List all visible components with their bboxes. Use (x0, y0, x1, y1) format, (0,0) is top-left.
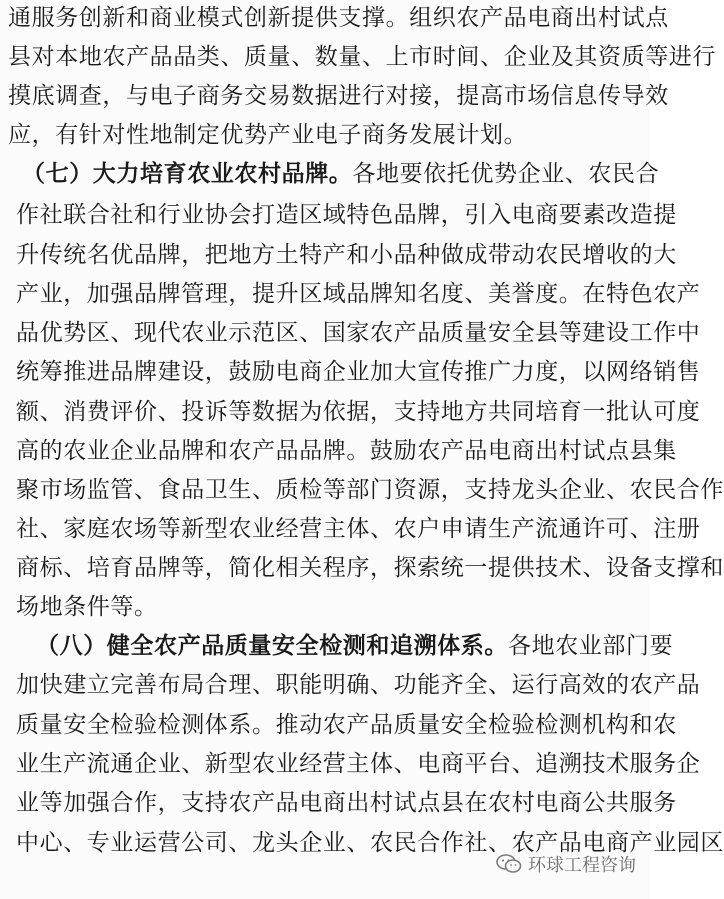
line-text: 中心、专业运营公司、龙头企业、农民合作社、农产品电商产业园区 (16, 830, 724, 856)
line-text: 摸底调查，与电子商务交易数据进行对接，提高市场信息传导效 (8, 83, 669, 109)
text-line (8, 120, 658, 150)
text-line (16, 279, 701, 309)
wechat-icon (496, 853, 522, 875)
text-line (16, 788, 677, 818)
line-text: 产业，加强品牌管理，提升区域品牌知名度、美誉度。在特色农产 (16, 281, 701, 307)
text-line (8, 81, 669, 111)
text-line (16, 553, 724, 583)
line-text: 聚市场监管、食品卫生、质检等部门资源，支持龙头企业、农民合作 (16, 477, 724, 503)
line-text: 各地农业部门要 (508, 633, 674, 659)
line-text: 质量安全检验检测体系。推动农产品质量安全检验检测机构和农 (16, 712, 677, 738)
line-text: 县对本地农产品品类、质量、数量、上市时间、企业及其资质等进行 (8, 44, 716, 70)
line-text: 商标、培育品牌等，简化相关程序，探索统一提供技术、设备支撑和 (16, 555, 724, 581)
text-line (8, 42, 716, 72)
line-text: 通服务创新和商业模式创新提供支撑。组织农产品电商出村试点 (8, 5, 669, 31)
line-text: 作社联合社和行业协会打造区域特色品牌，引入电商要素改造提 (16, 202, 677, 228)
line-text: 应，有针对性地制定优势产业电子商务发展计划。 (8, 122, 528, 148)
line-text: 各地要依托优势企业、农民合 (352, 161, 660, 187)
line-text: 高的农业企业品牌和农产品品牌。鼓励农产品电商出村试点县集 (16, 438, 677, 464)
line-text: 场地条件等。 (16, 594, 158, 620)
line-text: 社、家庭农场等新型农业经营主体、农户申请生产流通许可、注册 (16, 516, 701, 542)
text-line (16, 475, 724, 505)
section-heading-line (22, 159, 672, 189)
text-line (16, 670, 701, 700)
text-line (16, 397, 701, 427)
text-line (16, 592, 666, 622)
text-line (16, 749, 701, 779)
line-text: 额、消费评价、投诉等数据为依据，支持地方共同培育一批认可度 (16, 399, 701, 425)
watermark-text: 环球工程咨询 (528, 855, 636, 876)
text-line (16, 436, 677, 466)
line-text: 品优势区、现代农业示范区、国家农产品质量安全县等建设工作中 (16, 320, 701, 346)
text-line (16, 710, 677, 740)
text-line (16, 514, 701, 544)
line-text: 业生产流通企业、新型农业经营主体、电商平台、追溯技术服务企 (16, 751, 701, 777)
section-heading-seven: （七）大力培育农业农村品牌。 (22, 160, 353, 187)
line-text: 加快建立完善布局合理、职能明确、功能齐全、运行高效的农产品 (16, 672, 701, 698)
watermark (496, 851, 636, 877)
text-line (16, 357, 701, 387)
line-text: 升传统名优品牌，把地方土特产和小品种做成带动农民增收的大 (16, 242, 677, 268)
text-line (8, 3, 669, 33)
text-line (16, 240, 677, 270)
section-heading-eight: （八）健全农产品质量安全检测和追溯体系。 (36, 632, 508, 659)
text-line (16, 318, 701, 348)
line-text: 业等加强合作，支持农产品电商出村试点县在农村电商公共服务 (16, 790, 677, 816)
line-text: 统筹推进品牌建设，鼓励电商企业加大宣传推广力度，以网络销售 (16, 359, 701, 385)
section-heading-line (36, 631, 686, 661)
text-line (16, 200, 677, 230)
